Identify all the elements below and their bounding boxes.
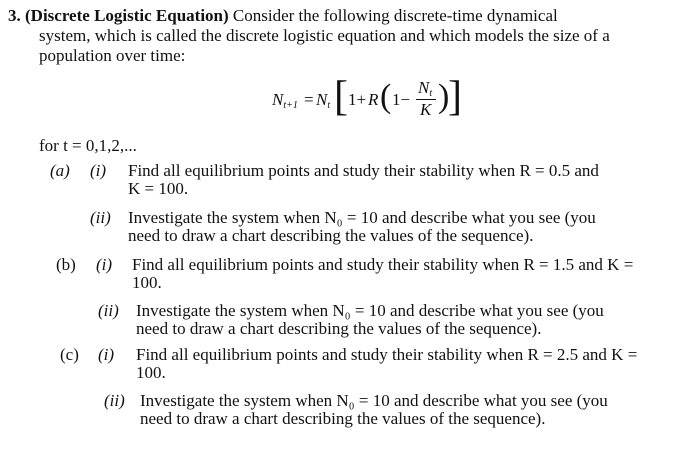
part-c-ii-line-1: Investigate the system when N₀ = 10 and describe what you see (you xyxy=(140,391,608,410)
formula-equals: = xyxy=(304,90,314,109)
part-a-i-line-2: K = 100. xyxy=(128,179,189,198)
formula-lhs: $N_{t+1}$ xyxy=(272,90,298,111)
part-a-ii-label: (ii) xyxy=(90,208,111,227)
part-c-ii-line-2: need to draw a chart describing the values of the sequence). xyxy=(140,409,546,428)
part-b-ii-line-2: need to draw a chart describing the values of the sequence). xyxy=(136,319,542,338)
part-b-ii-line-1: Investigate the system when N₀ = 10 and describe what you see (you xyxy=(136,301,604,320)
part-c-ii-label: (ii) xyxy=(104,391,125,410)
part-c-i-line-1: Find all equilibrium points and study their stability when R = 2.5 and K = xyxy=(136,345,638,364)
problem-number: 3. xyxy=(8,6,21,25)
logistic-formula xyxy=(272,76,492,128)
fraction-numerator: $N_t$ xyxy=(418,78,433,99)
left-paren: ( xyxy=(380,78,392,115)
intro-line-3: population over time: xyxy=(39,46,186,65)
formula-r: R xyxy=(368,90,379,109)
right-bracket: ] xyxy=(448,74,462,120)
part-c-label: (c) xyxy=(60,345,79,364)
part-a-ii-line-1: Investigate the system when N₀ = 10 and describe what you see (you xyxy=(128,208,596,227)
right-paren: ) xyxy=(438,78,450,115)
intro-line-2: system, which is called the discrete logistic equation and which models the size of a xyxy=(39,26,610,45)
part-a-i-label: (i) xyxy=(90,161,107,180)
problem-title: (Discrete Logistic Equation) xyxy=(25,6,229,25)
part-b-i-line-1: Find all equilibrium points and study their stability when R = 1.5 and K = xyxy=(132,255,634,274)
fraction-denominator: K xyxy=(420,100,432,119)
part-b-label: (b) xyxy=(56,255,76,274)
formula-one-minus: 1− xyxy=(392,90,411,109)
problem-heading xyxy=(8,6,558,26)
formula-rhs-n: $N_t$ xyxy=(316,90,331,111)
part-b-i-line-2: 100. xyxy=(132,273,162,292)
part-a-ii-line-2: need to draw a chart describing the values of the sequence). xyxy=(128,226,534,245)
part-c-i-label: (i) xyxy=(98,345,115,364)
part-a-label: (a) xyxy=(50,161,70,180)
part-c-i-line-2: 100. xyxy=(136,363,166,382)
formula-one-plus: 1+ xyxy=(348,90,367,109)
intro-line-1: Consider the following discrete-time dynamical xyxy=(232,6,558,25)
part-a-i-line-1: Find all equilibrium points and study their stability when R = 0.5 and xyxy=(128,161,599,180)
part-b-i-label: (i) xyxy=(96,255,113,274)
left-bracket: [ xyxy=(334,74,348,120)
domain-text: for t = 0,1,2,... xyxy=(39,136,137,155)
part-b-ii-label: (ii) xyxy=(98,301,119,320)
